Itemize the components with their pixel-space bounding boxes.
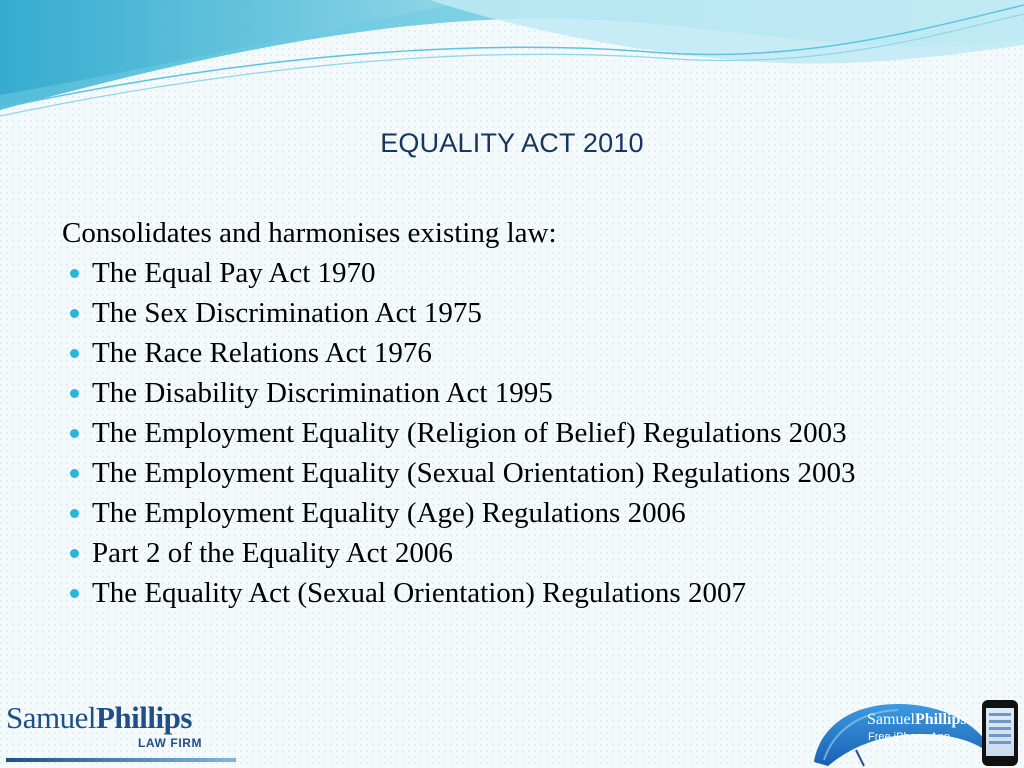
samuel-phillips-logo bbox=[6, 700, 236, 764]
list-item bbox=[62, 376, 962, 410]
iphone-app-promo[interactable] bbox=[812, 700, 1024, 768]
logo-second-word: Phillips bbox=[96, 700, 192, 735]
promo-subtitle: Free iPhone App bbox=[868, 731, 950, 743]
bullet-icon bbox=[70, 469, 79, 478]
slide-content bbox=[62, 216, 962, 616]
list-item-text: The Sex Discrimination Act 1975 bbox=[92, 297, 482, 329]
list-item-text: The Employment Equality (Age) Regulations 2006 bbox=[92, 497, 686, 529]
bullet-list bbox=[62, 256, 962, 610]
promo-first-word: Samuel bbox=[867, 711, 915, 728]
promo-title bbox=[867, 711, 967, 729]
logo-wordmark bbox=[6, 700, 236, 736]
bullet-icon bbox=[70, 349, 79, 358]
list-item bbox=[62, 456, 962, 490]
list-item bbox=[62, 496, 962, 530]
bullet-icon bbox=[70, 509, 79, 518]
phone-screen-line bbox=[989, 727, 1011, 730]
bullet-icon bbox=[70, 309, 79, 318]
list-item bbox=[62, 296, 962, 330]
wave-header-graphic bbox=[0, 0, 1024, 130]
logo-tagline: LAW FIRM bbox=[138, 736, 203, 750]
list-item-text: Part 2 of the Equality Act 2006 bbox=[92, 537, 453, 569]
phone-screen-line bbox=[989, 713, 1011, 716]
bullet-icon bbox=[70, 429, 79, 438]
phone-screen-line bbox=[989, 741, 1011, 744]
bullet-icon bbox=[70, 389, 79, 398]
list-item bbox=[62, 536, 962, 570]
logo-first-word: Samuel bbox=[6, 700, 96, 735]
phone-screen bbox=[986, 708, 1014, 756]
list-item-text: The Equal Pay Act 1970 bbox=[92, 257, 376, 289]
phone-screen-line bbox=[989, 734, 1011, 737]
logo-underline bbox=[6, 758, 236, 762]
list-item-text: The Employment Equality (Sexual Orientation) Regulations 2003 bbox=[92, 457, 856, 489]
list-item-text: The Employment Equality (Religion of Belief) Regulations 2003 bbox=[92, 417, 847, 449]
slide-title: EQUALITY ACT 2010 bbox=[380, 128, 644, 158]
list-item bbox=[62, 336, 962, 370]
bullet-icon bbox=[70, 589, 79, 598]
list-item bbox=[62, 256, 962, 290]
bullet-icon bbox=[70, 269, 79, 278]
list-item bbox=[62, 576, 962, 610]
phone-screen-line bbox=[989, 720, 1011, 723]
iphone-icon bbox=[982, 700, 1018, 766]
intro-text: Consolidates and harmonises existing law: bbox=[62, 217, 557, 249]
list-item bbox=[62, 416, 962, 450]
list-item-text: The Race Relations Act 1976 bbox=[92, 337, 432, 369]
list-item-text: The Disability Discrimination Act 1995 bbox=[92, 377, 553, 409]
promo-second-word: Phillips bbox=[915, 711, 967, 728]
list-item-text: The Equality Act (Sexual Orientation) Regulations 2007 bbox=[92, 577, 746, 609]
bullet-icon bbox=[70, 549, 79, 558]
